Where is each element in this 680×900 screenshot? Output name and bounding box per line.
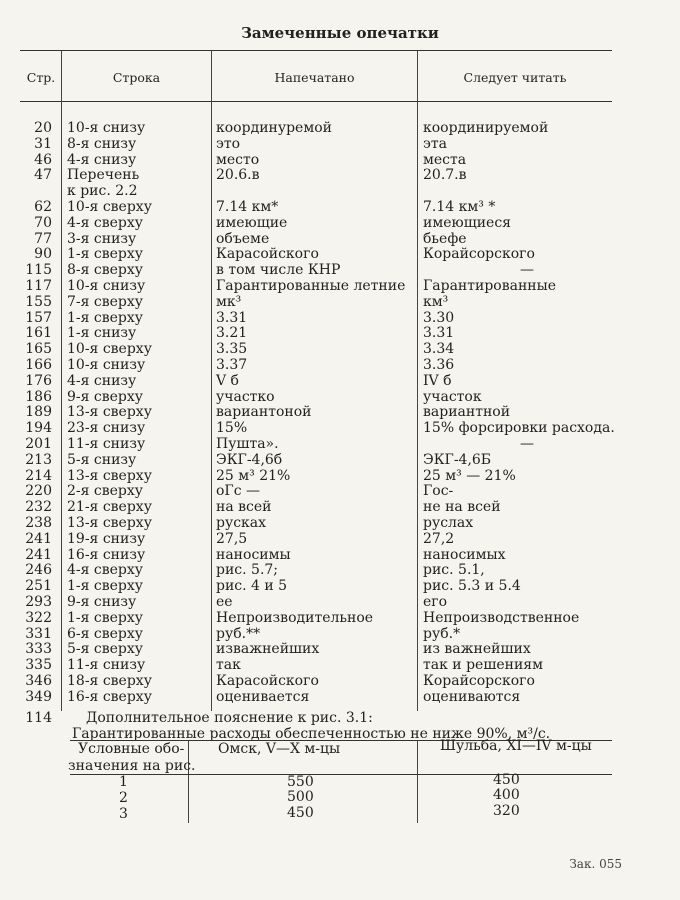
- row-printed: 7.14 км*: [216, 199, 279, 215]
- row-printed: Непроизводительное: [216, 609, 374, 626]
- subtable-shulba: 400: [493, 787, 520, 803]
- row-read: места: [423, 151, 467, 168]
- row-line: 4-я сверху: [67, 214, 144, 231]
- row-read: вариантной: [423, 404, 511, 421]
- errata-row: [0, 468, 680, 484]
- note-description: Гарантированные расходы обеспеченностью не ниже 90%, м³/с.: [72, 726, 551, 742]
- row-read: —: [520, 262, 534, 279]
- errata-row: [0, 341, 680, 357]
- row-line: 6-я сверху: [67, 625, 144, 642]
- subtable-shulba: 320: [493, 803, 520, 819]
- row-line: 19-я снизу: [67, 530, 146, 547]
- row-page: 189: [25, 404, 52, 421]
- errata-row: [0, 452, 680, 468]
- errata-row: [0, 436, 680, 452]
- note-heading: Дополнительное пояснение к рис. 3.1:: [86, 710, 373, 726]
- row-line: 16-я сверху: [67, 688, 152, 705]
- errata-row: [0, 515, 680, 531]
- row-printed: это: [216, 135, 241, 152]
- row-page: 31: [34, 135, 52, 152]
- errata-row: [0, 136, 680, 152]
- errata-row: [0, 373, 680, 389]
- row-printed: изважнейших: [216, 641, 320, 658]
- row-read: рис. 5.3 и 5.4: [423, 578, 521, 595]
- row-line: 11-я снизу: [67, 657, 146, 674]
- errata-row: [0, 641, 680, 657]
- errata-row: [0, 246, 680, 262]
- printing-order-number: Зак. 055: [569, 857, 622, 871]
- errata-row: [0, 199, 680, 215]
- row-line: 9-я снизу: [67, 594, 137, 610]
- row-line: 2-я сверху: [67, 483, 144, 500]
- errata-row: [0, 294, 680, 310]
- subtable-omsk-header: Омск, V—X м-цы: [218, 741, 341, 757]
- header-line: Строка: [112, 70, 161, 85]
- errata-row: [0, 183, 680, 199]
- subtable-divider-2: [417, 741, 418, 823]
- row-line: 16-я снизу: [67, 546, 146, 563]
- row-page: 20: [34, 120, 52, 136]
- errata-row: [0, 152, 680, 168]
- row-read: из важнейших: [423, 641, 531, 658]
- row-printed: координуремой: [216, 120, 332, 136]
- subtable-legend-header-2: значения на рис.: [68, 758, 196, 774]
- row-printed: 27,5: [216, 530, 248, 547]
- row-printed: 15%: [216, 420, 248, 437]
- row-line: 10-я снизу: [67, 278, 146, 294]
- row-line: 23-я снизу: [67, 420, 146, 437]
- row-printed: мк³: [216, 293, 242, 310]
- row-page: 220: [25, 483, 52, 500]
- row-page: 161: [25, 325, 52, 342]
- errata-row: [0, 531, 680, 547]
- row-read: 20.7.в: [423, 167, 467, 184]
- errata-row: [0, 547, 680, 563]
- page-title: Замеченные опечатки: [241, 24, 439, 42]
- row-page: 322: [25, 609, 52, 626]
- row-read: IV б: [423, 372, 452, 389]
- row-page: 333: [25, 641, 52, 658]
- row-printed: оГс —: [216, 483, 260, 500]
- row-read: Корайсорского: [423, 246, 535, 263]
- row-printed: рис. 5.7;: [216, 562, 279, 579]
- row-printed: V б: [216, 372, 239, 389]
- row-line: 9-я сверху: [67, 388, 144, 405]
- row-page: 62: [34, 199, 52, 215]
- subtable-n: 2: [119, 790, 128, 806]
- row-line: 10-я снизу: [67, 357, 146, 373]
- errata-row: [0, 231, 680, 247]
- row-page: 117: [25, 278, 52, 294]
- row-line: Перечень: [67, 167, 140, 184]
- errata-row: [0, 578, 680, 594]
- row-line: 1-я сверху: [67, 609, 144, 626]
- row-page: 47: [34, 167, 52, 184]
- subtable-omsk: 550: [287, 774, 314, 790]
- subtable-divider-1: [188, 741, 189, 823]
- errata-row: [0, 389, 680, 405]
- errata-row: [0, 689, 680, 705]
- row-page: 251: [25, 578, 52, 595]
- errata-row: [0, 499, 680, 515]
- row-read: участок: [423, 388, 482, 405]
- errata-row: [0, 310, 680, 326]
- row-line: 5-я снизу: [67, 451, 137, 468]
- row-page: 165: [25, 341, 52, 358]
- row-line: 8-я сверху: [67, 262, 144, 279]
- row-page: 232: [25, 499, 52, 516]
- row-read: руб.*: [423, 625, 461, 642]
- row-line: 1-я сверху: [67, 578, 144, 595]
- row-printed: 3.31: [216, 309, 248, 326]
- row-page: 349: [25, 688, 52, 705]
- row-read: координируемой: [423, 120, 549, 136]
- subtable-n: 1: [119, 774, 128, 790]
- row-printed: имеющие: [216, 214, 288, 231]
- errata-row: [0, 325, 680, 341]
- row-printed: 25 м³ 21%: [216, 467, 291, 484]
- row-printed: место: [216, 151, 260, 168]
- note-page: 114: [25, 710, 52, 726]
- row-printed: ее: [216, 594, 233, 610]
- row-line: 3-я снизу: [67, 230, 137, 247]
- row-page: 157: [25, 309, 52, 326]
- row-read: его: [423, 594, 448, 610]
- row-printed: оценивается: [216, 688, 310, 705]
- row-line: 10-я сверху: [67, 199, 152, 215]
- row-line: 10-я сверху: [67, 341, 152, 358]
- errata-row: [0, 357, 680, 373]
- errata-row: [0, 610, 680, 626]
- row-read: наносимых: [423, 546, 506, 563]
- row-page: 166: [25, 357, 52, 373]
- row-page: 335: [25, 657, 52, 674]
- row-line: 4-я снизу: [67, 151, 137, 168]
- row-page: 241: [25, 530, 52, 547]
- row-read: бьефе: [423, 230, 467, 247]
- subtable-n: 3: [119, 806, 128, 822]
- row-printed: вариантоной: [216, 404, 312, 421]
- row-page: 214: [25, 467, 52, 484]
- row-page: 155: [25, 293, 52, 310]
- row-read: 15% форсировки расхода.: [423, 420, 615, 437]
- errata-row: [0, 120, 680, 136]
- errata-row: [0, 420, 680, 436]
- row-printed: так: [216, 657, 241, 674]
- row-read: Непроизводственное: [423, 609, 580, 626]
- row-read: 3.30: [423, 309, 455, 326]
- errata-row: [0, 626, 680, 642]
- row-page: 331: [25, 625, 52, 642]
- row-line: 8-я снизу: [67, 135, 137, 152]
- row-line: 21-я сверху: [67, 499, 152, 516]
- row-page: 77: [34, 230, 52, 247]
- top-rule: [20, 50, 612, 51]
- row-page: 213: [25, 451, 52, 468]
- row-printed: Карасойского: [216, 673, 319, 689]
- row-page: 70: [34, 214, 52, 231]
- header-read: Следует читать: [463, 70, 567, 85]
- row-line: 13-я сверху: [67, 515, 152, 531]
- row-printed: участко: [216, 388, 275, 405]
- errata-row: [0, 562, 680, 578]
- row-read: имеющиеся: [423, 214, 511, 231]
- row-read: 3.31: [423, 325, 455, 342]
- row-printed: рис. 4 и 5: [216, 578, 288, 595]
- row-read: так и решениям: [423, 657, 544, 674]
- header-printed: Напечатано: [274, 70, 355, 85]
- errata-row: [0, 673, 680, 689]
- row-line: 7-я сверху: [67, 293, 144, 310]
- row-read: 3.36: [423, 357, 455, 373]
- subtable-shulba: 450: [493, 772, 520, 788]
- row-line: 13-я сверху: [67, 467, 152, 484]
- row-read: км³: [423, 293, 449, 310]
- row-read: эта: [423, 135, 447, 152]
- row-read: Корайсорского: [423, 673, 535, 689]
- row-line: 10-я снизу: [67, 120, 146, 136]
- row-read: Гос-: [423, 483, 454, 500]
- row-line: 1-я снизу: [67, 325, 137, 342]
- row-line: 13-я сверху: [67, 404, 152, 421]
- row-page: 346: [25, 673, 52, 689]
- row-printed: русках: [216, 515, 267, 531]
- subtable-header-rule: [70, 774, 612, 775]
- row-read: ЭКГ-4,6Б: [423, 451, 492, 468]
- row-page: 194: [25, 420, 52, 437]
- row-line: 11-я снизу: [67, 436, 146, 452]
- row-read: 3.34: [423, 341, 455, 358]
- subtable-omsk: 450: [287, 805, 314, 821]
- row-page: 115: [25, 262, 52, 279]
- row-line: 4-я снизу: [67, 372, 137, 389]
- row-page: 176: [25, 372, 52, 389]
- errata-row: [0, 262, 680, 278]
- errata-row: [0, 167, 680, 183]
- row-printed: Гарантированные летние: [216, 278, 406, 294]
- row-page: 246: [25, 562, 52, 579]
- row-printed: объеме: [216, 230, 270, 247]
- row-page: 241: [25, 546, 52, 563]
- header-bottom-rule: [20, 101, 612, 102]
- row-printed: наносимы: [216, 546, 291, 563]
- errata-row: [0, 404, 680, 420]
- row-line: 5-я сверху: [67, 641, 144, 658]
- subtable-shulba-header: Шульба, XI—IV м-цы: [440, 738, 592, 754]
- row-read: —: [520, 436, 534, 452]
- row-read: 27,2: [423, 530, 455, 547]
- row-read: 7.14 км³ *: [423, 199, 496, 215]
- row-page: 46: [34, 151, 52, 168]
- row-read: руслах: [423, 515, 474, 531]
- row-printed: Пушта».: [216, 436, 279, 452]
- row-line: к рис. 2.2: [67, 183, 138, 200]
- row-printed: 20.6.в: [216, 167, 260, 184]
- row-read: 25 м³ — 21%: [423, 467, 516, 484]
- row-line: 4-я сверху: [67, 562, 144, 579]
- row-printed: 3.35: [216, 341, 248, 358]
- row-page: 238: [25, 515, 52, 531]
- row-printed: Карасойского: [216, 246, 319, 263]
- row-line: 1-я сверху: [67, 309, 144, 326]
- row-read: Гарантированные: [423, 278, 557, 294]
- row-printed: 3.21: [216, 325, 248, 342]
- row-printed: 3.37: [216, 357, 248, 373]
- row-printed: руб.**: [216, 625, 261, 642]
- row-printed: ЭКГ-4,6б: [216, 451, 283, 468]
- subtable-omsk: 500: [287, 789, 314, 805]
- row-read: не на всей: [423, 499, 501, 516]
- row-page: 90: [34, 246, 52, 263]
- row-read: оцениваются: [423, 688, 521, 705]
- row-printed: на всей: [216, 499, 272, 516]
- row-printed: в том числе КНР: [216, 262, 341, 279]
- row-page: 186: [25, 388, 52, 405]
- errata-row: [0, 657, 680, 673]
- errata-row: [0, 594, 680, 610]
- header-page: Стр.: [26, 70, 56, 85]
- row-page: 201: [25, 436, 52, 452]
- errata-row: [0, 215, 680, 231]
- row-read: рис. 5.1,: [423, 562, 485, 579]
- row-line: 1-я сверху: [67, 246, 144, 263]
- errata-row: [0, 483, 680, 499]
- row-line: 18-я сверху: [67, 673, 152, 689]
- subtable-legend-header-1: Условные обо-: [78, 741, 185, 757]
- errata-row: [0, 278, 680, 294]
- row-page: 293: [25, 594, 52, 610]
